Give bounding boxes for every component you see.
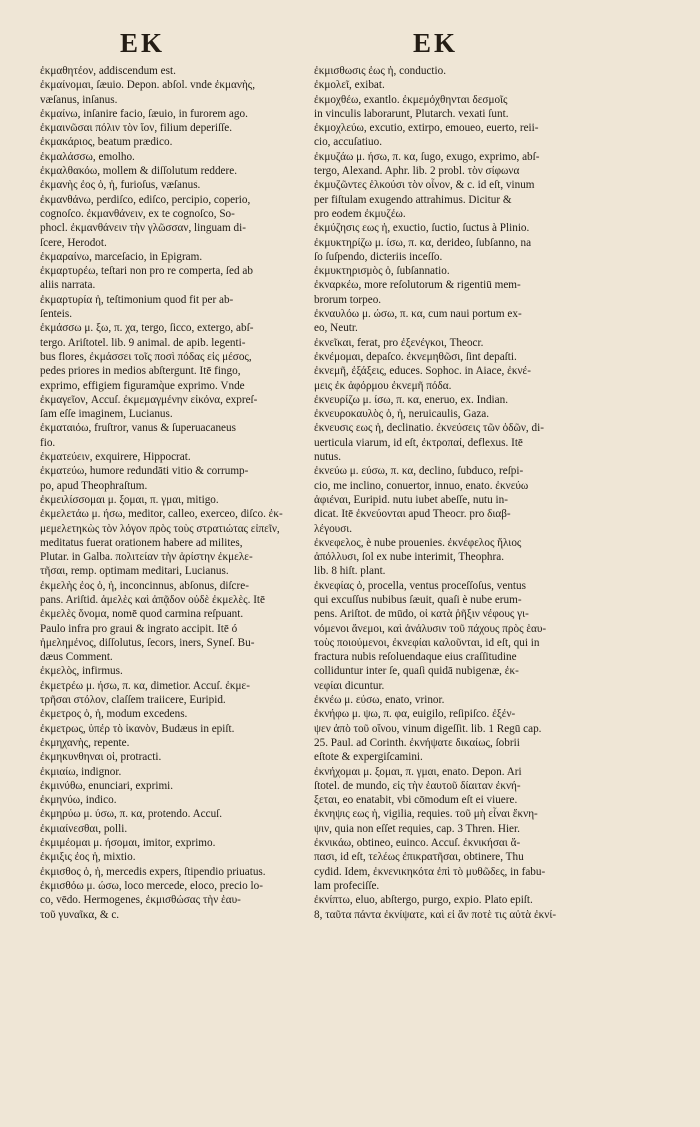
dictionary-line: tergo. Ariſtotel. lib. 9 animal. de apib. legenti- — [40, 336, 246, 349]
dictionary-line: væſanus, inſanus. — [40, 93, 118, 106]
dictionary-line: co, vēdo. Hermogenes, ἐκμισθώσας τὴν ἑαυ- — [40, 894, 241, 907]
dictionary-line: ἐκμαραίνω, marceſacio, in Epigram. — [40, 250, 203, 263]
dictionary-line: ἐκναρκέω, more reſolutorum & rigentiū mem- — [314, 279, 521, 292]
dictionary-line: πασι, id eſt, τελέως ἐπικρατῆσαι, obtinere, Thu — [314, 851, 524, 864]
dictionary-line: ἐκμυζῶντες ἑλκούσι τὸν οἶνον, & c. id eſt, vinum — [314, 179, 535, 192]
dictionary-line: eſtote & expergiſcamini. — [314, 751, 423, 764]
dictionary-line: ἐκνήφω μ. ψω, π. φα, euigilo, reſipiſco. ἐξέν- — [314, 708, 516, 721]
dictionary-line: ἐκμελὴς ἐος ὁ, ἡ, inconcinnus, abſonus, diſcre- — [40, 579, 249, 592]
dictionary-line: bus flores, ἐκμάσσει τοῖς ποσὶ πόδας εἰς μέσος, — [40, 350, 252, 363]
dictionary-line: phocl. ἐκμανθάνειν τὴν γλῶσσαν, linguam di- — [40, 222, 246, 235]
dictionary-line: ἐκμοχθέω, exantlo. ἐκμεμόχθηνται δεσμοῖς — [314, 93, 508, 106]
dictionary-line: ἐκμαρτυρέω, teſtari non pro re comperta, ſed ab — [40, 265, 253, 278]
dictionary-line: in vinculis laborarunt, Plutarch. vexati ſunt. — [314, 107, 509, 120]
dictionary-line: ἐκμανθάνω, perdiſco, ediſco, percipio, coperio, — [40, 193, 251, 206]
dictionary-line: ἐκμαίνω, inſanire facio, ſæuio, in furorem ago. — [40, 107, 248, 120]
dictionary-line: νεφίαι dicuntur. — [314, 679, 385, 692]
dictionary-line: ἐκμαίνομαι, ſæuio. Depon. abſol. vnde ἐκμανὴς, — [40, 79, 256, 92]
dictionary-line: ἐκμελετάω μ. ήσω, meditor, calleo, exerceo, diſco. ἐκ- — [40, 508, 283, 521]
dictionary-line: ψιν, quia non eſſet requies, cap. 3 Thren. Hier. — [314, 822, 520, 835]
dictionary-line: fractura nubis reſoluendaque eius craſſitudine — [314, 651, 517, 664]
dictionary-line: ἐκμηνύω, indico. — [40, 794, 117, 807]
dictionary-line: ἐκμαγεῖον, Accuſ. ἐκμεμαγμένην εἰκόνα, expreſ- — [40, 393, 258, 406]
dictionary-line: ἐκναυλόω μ. ώσω, π. κα, cum naui portum ex- — [314, 308, 522, 321]
dictionary-line: Plutar. in Galba. πολιτείαν τὴν ἀρίστην ἐκμελε- — [40, 551, 253, 564]
dictionary-line: pro eodem ἐκμυζέω. — [314, 207, 406, 220]
dictionary-line: τῆσαι, remp. optimam meditari, Lucianus. — [40, 565, 229, 578]
dictionary-line: pedes priores in medios abſtergunt. Itē fingo, — [40, 365, 241, 378]
dictionary-line: cydid. Idem, ἐκνενικηκότα ἐπὶ τὸ μυθῶδες, in fabu- — [314, 865, 546, 878]
dictionary-line: ἐκμηχανὴς, repente. — [40, 736, 130, 749]
dictionary-line: ἐκμάσσω μ. ξω, π. χα, tergo, ſicco, extergo, abſ- — [40, 322, 254, 335]
dictionary-line: brorum torpeo. — [314, 293, 382, 306]
dictionary-line: lam profeciſſe. — [314, 879, 380, 892]
dictionary-line: colliduntur inter ſe, quaſi quidā nubigenæ, ἐκ- — [314, 665, 519, 678]
dictionary-line: ſcere, Herodot. — [40, 236, 107, 249]
dictionary-line: pens. Ariſtot. de mūdo, οἱ κατὰ ῥῆξιν νέφους γι- — [314, 608, 529, 621]
dictionary-line: ἐκνέω μ. εύσω, enato, vrinor. — [314, 694, 445, 707]
dictionary-line: uerticula viarum, id eſt, ἐκτροπαί, deflexus. Itē — [314, 436, 523, 449]
dictionary-line: ἐκνεφίας ὁ, procella, ventus proceſſoſus, ventus — [314, 579, 526, 592]
dictionary-line: ἐκμαινῶσαι πόλιν τὸν ἴον, filium deperiſſe. — [40, 122, 232, 135]
dictionary-line: ἐκματεύειν, exquirere, Hippocrat. — [40, 451, 191, 464]
dictionary-line: dæus Comment. — [40, 651, 113, 664]
dictionary-line: lib. 8 hiſt. plant. — [314, 565, 386, 578]
left-column — [40, 64, 306, 922]
dictionary-line: ἐκμισθος ὁ, ἡ, mercedis expers, ſtipendio priuatus. — [40, 865, 266, 878]
dictionary-line: ἐκνικάω, obtineo, euinco. Accuſ. ἐκνικήσαι ἅ- — [314, 837, 521, 850]
dictionary-line: ἐκμοχλεύω, excutio, extirpo, emoueo, euerto, reii- — [314, 122, 539, 135]
dictionary-line: 25. Paul. ad Corinth. ἐκνήψατε δικαίως, ſobrii — [314, 736, 520, 749]
dictionary-line: dicat. Itē ἐκνεύονται apud Theocr. pro διαβ- — [314, 508, 511, 521]
dictionary-line: ἐκμετρως, ὑπέρ τὸ ἱκανὸν, Budæus in epiſt. — [40, 722, 235, 735]
dictionary-line: ἐκνηψις εως ἡ, vigilia, requies. τοῦ μὴ εἶναι ἔκνη- — [314, 808, 538, 821]
dictionary-line: fio. — [40, 436, 56, 449]
dictionary-line: per fiſtulam exugendo attrahimus. Dicitur & — [314, 193, 512, 206]
dictionary-line: ἐκμολεῖ, exibat. — [314, 79, 385, 92]
dictionary-line: cio, me inclino, conuertor, innuo, enato. ἐκνεύω — [314, 479, 529, 492]
dictionary-line: λέγουσι. — [314, 522, 353, 535]
dictionary-line: ἐκνεμῆ, ἐξάξεις, educes. Sophoc. in Aiace, ἐκνέ- — [314, 365, 531, 378]
dictionary-line: Paulo infra pro graui & ingrato accipit. Itē ó — [40, 622, 238, 635]
dictionary-line: ἐκμαθητέον, addiscendum est. — [40, 65, 176, 77]
dictionary-line: ἀφιέναι, Euripid. nutu iubet abeſſe, nutu in- — [314, 493, 508, 506]
dictionary-line: ἐκμηκυνθηναι οἱ, protracti. — [40, 751, 162, 764]
dictionary-line: ἐκμινύθω, enunciari, exprimi. — [40, 779, 174, 792]
dictionary-line: nutus. — [314, 451, 342, 464]
dictionary-line: ἐκνίπτω, eluo, abſtergo, purgo, expio. Plato epiſt. — [314, 894, 533, 907]
dictionary-line: ἐκματαιόω, fruſtror, vanus & ſuperuacaneus — [40, 422, 236, 435]
dictionary-line: ſenteis. — [40, 308, 73, 321]
dictionary-line: ἐκνεῖκαι, ferat, pro ἐξενέγκοι, Theocr. — [314, 336, 484, 349]
dictionary-line: ἐκμυκτηρισμὸς ὁ, ſubſannatio. — [314, 265, 450, 278]
dictionary-line: ἠμελημένος, diſſolutus, ſecors, iners, Syneſ. Bu- — [40, 636, 255, 649]
dictionary-line: ἐκμισθόω μ. ώσω, loco mercede, eloco, precio lo- — [40, 879, 263, 892]
running-header-left: EK — [120, 28, 166, 58]
dictionary-line: ἐκμιξις ἐος ἡ, mixtio. — [40, 851, 136, 864]
dictionary-line: ἐκμιαίω, indignor. — [40, 765, 122, 778]
dictionary-line: ἐκμυκτηρίζω μ. ίσω, π. κα, derideo, ſubſanno, na — [314, 236, 532, 249]
dictionary-line: ἐκμαλάσσω, emolho. — [40, 150, 135, 163]
dictionary-line: τοὺς ποιούμενοι, ἐκνεφίαι καλοῦνται, id eſt, qui in — [314, 636, 540, 649]
dictionary-line: ἐκμειλίσσομαι μ. ξομαι, π. γμαι, mitigo. — [40, 493, 219, 506]
dictionary-line: μεμελετηκὼς τὸν λόγον πρὸς τοὺς στρατιώτας εἰπεῖν, — [40, 522, 280, 535]
dictionary-line: qui excuſſus nubibus ſæuit, quaſi è nube erum- — [314, 593, 522, 606]
dictionary-line: ἐκμαρτυρία ἡ, teſtimonium quod fit per ab- — [40, 293, 234, 306]
dictionary-line: cio, accuſatiuo. — [314, 136, 383, 149]
dictionary-line: ἐκμυζάω μ. ήσω, π. κα, ſugo, exugo, exprimo, abſ- — [314, 150, 540, 163]
dictionary-line: ἐκμιμέομαι μ. ήσομαι, imitor, exprimo. — [40, 837, 216, 850]
dictionary-line: ἐκνέμομαι, depaſco. ἐκνεμηθῶσι, ſint depaſti. — [314, 350, 517, 363]
dictionary-line: ἐκμανὴς ἐος ὁ, ἡ, furioſus, væſanus. — [40, 179, 201, 192]
dictionary-line: ſam eſſe imaginem, Lucianus. — [40, 408, 173, 421]
dictionary-line: ψεν ἀπὸ τοῦ οἴνου, vinum digeſſit. lib. 1 Regū cap. — [314, 722, 542, 735]
dictionary-line: ἐκνευρίζω μ. ίσω, π. κα, eneruo, ex. Indian. — [314, 393, 508, 406]
dictionary-line: ἐκμελὸς, infirmus. — [40, 665, 123, 678]
dictionary-line: ἐκνευροκαυλὸς ὁ, ἡ, neruicaulis, Gaza. — [314, 408, 490, 421]
dictionary-line: 8, ταῦτα πάντα ἐκνίψατε, καὶ εἰ ἄν ποτὲ τις αὐτὰ ἐκνί- — [314, 908, 557, 921]
dictionary-line: τρῆσαι στόλον, claſſem traiicere, Euripid. — [40, 694, 226, 707]
dictionary-line: ἐκμετρέω μ. ήσω, π. κα, dimetior. Accuſ. ἐκμε- — [40, 679, 250, 692]
dictionary-line: μεις ἐκ ἀφόρμου ἐκνεμῆ πόδα. — [314, 379, 452, 392]
dictionary-line: tergo, Alexand. Aphr. lib. 2 probl. τὸν σίφωνα — [314, 165, 520, 178]
dictionary-line: ἐκνήχομαι μ. ξομαι, π. γμαι, enato. Depon. Ari — [314, 765, 522, 778]
dictionary-line: aliis narrata. — [40, 279, 96, 292]
dictionary-line: pans. Ariſtid. ἀμελὲς καὶ ἀπᾷδον οὐδὲ ἐκμελὲς. Itē — [40, 593, 265, 606]
dictionary-line: τοῦ γυναῖκα, & c. — [40, 908, 120, 921]
dictionary-line: ἐκμιαίνεσθαι, polli. — [40, 822, 128, 835]
dictionary-line: ſo ſuſpendo, dicteriis inceſſo. — [314, 250, 443, 263]
running-header-right: EK — [413, 28, 459, 58]
dictionary-line: ἐκμετρος ὁ, ἡ, modum excedens. — [40, 708, 188, 721]
dictionary-line: ἐκμελὲς ὄνομα, nomē quod carmina reſpuant. — [40, 608, 244, 621]
dictionary-line: po, apud Theophraſtum. — [40, 479, 148, 492]
dictionary-line: meditatus fuerat orationem habere ad milites, — [40, 536, 243, 549]
dictionary-line: exprimo, effigiem figuramq̀ue exprimo. Vnde — [40, 379, 245, 392]
dictionary-line: ἀπόλλυσι, ſol ex nube interimit, Theophra. — [314, 551, 505, 564]
dictionary-line: ſtotel. de mundo, εἰς τὴν ἑαυτοῦ δίαιταν ἐκνή- — [314, 779, 521, 792]
dictionary-line: ἐκμακάριος, beatum prædico. — [40, 136, 173, 149]
dictionary-line: ἐκμηρύω μ. ύσω, π. κα, protendo. Accuſ. — [40, 808, 223, 821]
dictionary-line: ἐκμισθωσις ἐως ἡ, conductio. — [314, 65, 447, 77]
dictionary-line: ἐκματεύω, humore redundāti vitio & corrump- — [40, 465, 249, 478]
dictionary-line: ξεται, eo enatabit, vbi cōmodum eſt ei viuere. — [314, 794, 518, 807]
dictionary-line: ἐκνεφελος, è nube prouenies. ἐκνέφελος ἥλιος — [314, 536, 522, 549]
dictionary-line: ἐκνεύω μ. εύσω, π. κα, declino, ſubduco, reſpi- — [314, 465, 524, 478]
dictionary-line: eo, Neutr. — [314, 322, 358, 335]
dictionary-line: νόμενοι ἄνεμοι, καὶ ἀνάλυσιν τοῦ πάχους πρὸς ἑαυ- — [314, 622, 547, 635]
dictionary-line: ἐκμύζησις εως ἡ, exuctio, ſuctio, ſuctus à Plinio. — [314, 222, 530, 235]
dictionary-line: ἐκνευσις εως ἡ, declinatio. ἐκνεύσεις τῶν ὁδῶν, di- — [314, 422, 544, 435]
dictionary-line: cognoſco. ἐκμανθάνειν, ex te cognoſco, So- — [40, 207, 235, 220]
dictionary-line: ἐκμαλθακόω, mollem & diſſolutum reddere. — [40, 165, 238, 178]
right-column — [314, 64, 582, 922]
